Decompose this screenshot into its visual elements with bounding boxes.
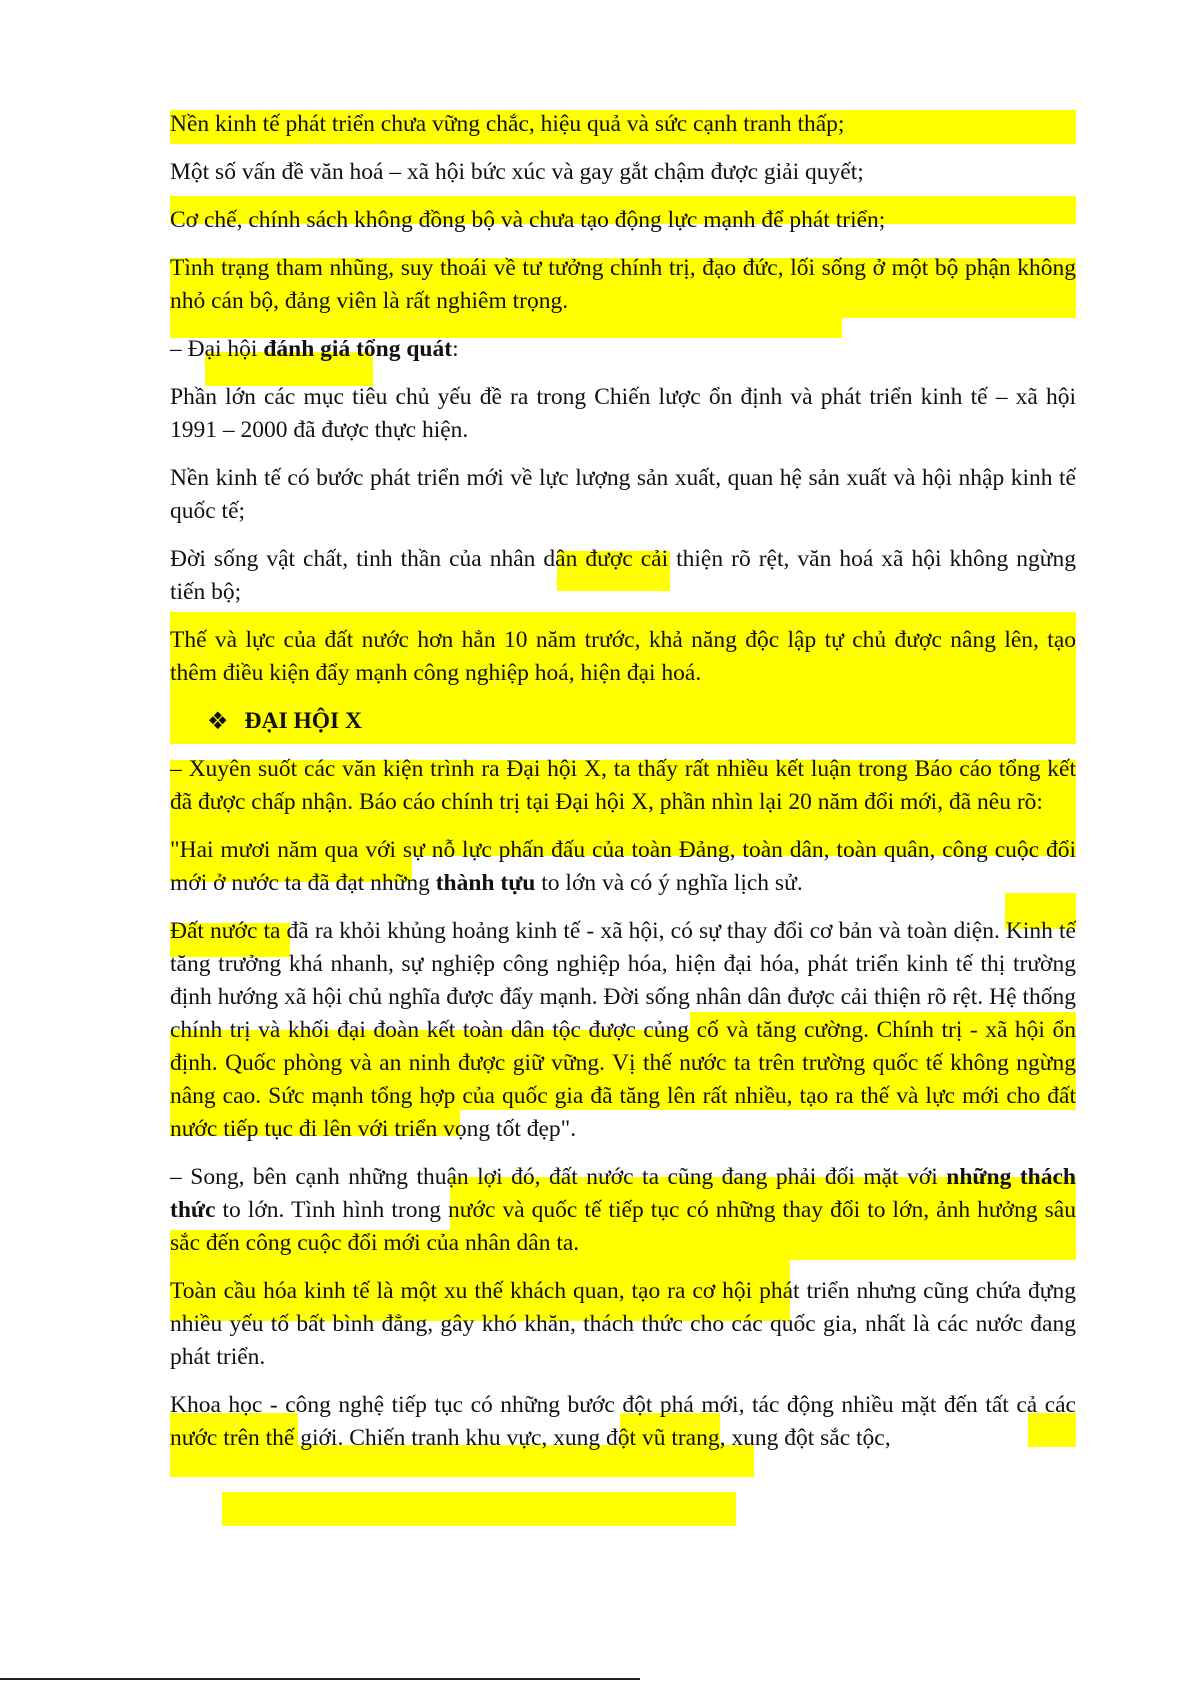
paragraph-3: Cơ chế, chính sách không đồng bộ và chưa tạo động lực mạnh để phát triển; — [170, 207, 886, 233]
paragraph-5-bold: đánh giá tổng quát — [263, 336, 453, 362]
section-heading-text: ĐẠI HỘI X — [244, 708, 363, 734]
diamond-bullet-icon: ❖ — [207, 707, 229, 735]
paragraph-5 — [170, 333, 1076, 366]
paragraph-13-bold: những thách thức — [170, 1164, 1076, 1223]
section-heading — [170, 705, 1076, 738]
paragraph-13-pre: – Song, bên cạnh những thuận lợi đó, đất nước ta cũng đang phải đối mặt với — [170, 1164, 947, 1190]
paragraph-11 — [170, 834, 1076, 900]
paragraph-15: Khoa học - công nghệ tiếp tục có những bước đột phá mới, tác động nhiều mặt đến tất cả các nước trên thế giới. Chiến tranh khu vực, xung đột vũ trang, xung đột sắc tộc, — [170, 1392, 1076, 1451]
paragraph-10: – Xuyên suốt các văn kiện trình ra Đại hội X, ta thấy rất nhiều kết luận trong Báo cáo tổng kết đã được chấp nhận. Báo cáo chính trị tại Đại hội X, phần nhìn lại 20 năm đổi mới, đã nêu rõ: — [170, 756, 1076, 815]
paragraph-5-post: : — [452, 336, 459, 362]
paragraph-13-post: to lớn. Tình hình trong nước và quốc tế tiếp tục có những thay đổi to lớn, ảnh hưởng sâu sắc đến công cuộc đổi mới của nhân dân ta. — [170, 1197, 1076, 1256]
paragraph-14: Toàn cầu hóa kinh tế là một xu thế khách quan, tạo ra cơ hội phát triển nhưng cũng chứa đựng nhiều yếu tố bất bình đẳng, gây khó khăn, thách thức cho các quốc gia, nhất là các nước đang phát triển. — [170, 1278, 1076, 1370]
paragraph-13 — [170, 1161, 1076, 1260]
paragraph-5-pre: – Đại hội — [170, 336, 264, 362]
document-body — [170, 108, 1076, 1470]
paragraph-6: Phần lớn các mục tiêu chủ yếu đề ra trong Chiến lược ổn định và phát triển kinh tế – xã hội 1991 – 2000 đã được thực hiện. — [170, 384, 1076, 443]
paragraph-2: Một số vấn đề văn hoá – xã hội bức xúc và gay gắt chậm được giải quyết; — [170, 159, 864, 185]
paragraph-1: Nền kinh tế phát triển chưa vững chắc, hiệu quả và sức cạnh tranh thấp; — [170, 111, 845, 137]
footer-divider — [0, 1678, 640, 1680]
paragraph-8: Đời sống vật chất, tinh thần của nhân dân được cải thiện rõ rệt, văn hoá xã hội không ngừng tiến bộ; — [170, 546, 1076, 605]
paragraph-11-bold: thành tựu — [435, 870, 536, 896]
paragraph-11-pre: "Hai mươi năm qua với sự nỗ lực phấn đấu của toàn Đảng, toàn dân, toàn quân, công cuộc đổi mới ở nước ta đã đạt những — [170, 837, 1076, 896]
paragraph-9: Thế và lực của đất nước hơn hẳn 10 năm trước, khả năng độc lập tự chủ được nâng lên, tạo thêm điều kiện đẩy mạnh công nghiệp hoá, hiện đại hoá. — [170, 627, 1076, 686]
paragraph-7: Nền kinh tế có bước phát triển mới về lực lượng sản xuất, quan hệ sản xuất và hội nhập kinh tế quốc tế; — [170, 465, 1076, 524]
paragraph-12: Đất nước ta đã ra khỏi khủng hoảng kinh tế - xã hội, có sự thay đổi cơ bản và toàn diện. Kinh tế tăng trưởng khá nhanh, sự nghiệp công nghiệp hóa, hiện đại hóa, phát triển kinh tế thị trường định hướng xã hội chủ nghĩa được đẩy mạnh. Đời sống nhân dân được cải thiện rõ rệt. Hệ thống chính trị và khối đại đoàn kết toàn dân tộc được củng cố và tăng cường. Chính trị - xã hội ổn định. Quốc phòng và an ninh được giữ vững. Vị thế nước ta trên trường quốc tế không ngừng nâng cao. Sức mạnh tổng hợp của quốc gia đã tăng lên rất nhiều, tạo ra thế và lực mới cho đất nước tiếp tục đi lên với triển vọng tốt đẹp". — [170, 918, 1076, 1142]
paragraph-4: Tình trạng tham nhũng, suy thoái về tư tưởng chính trị, đạo đức, lối sống ở một bộ phận không nhỏ cán bộ, đảng viên là rất nghiêm trọng. — [170, 255, 1076, 314]
paragraph-11-post: to lớn và có ý nghĩa lịch sử. — [535, 870, 803, 896]
